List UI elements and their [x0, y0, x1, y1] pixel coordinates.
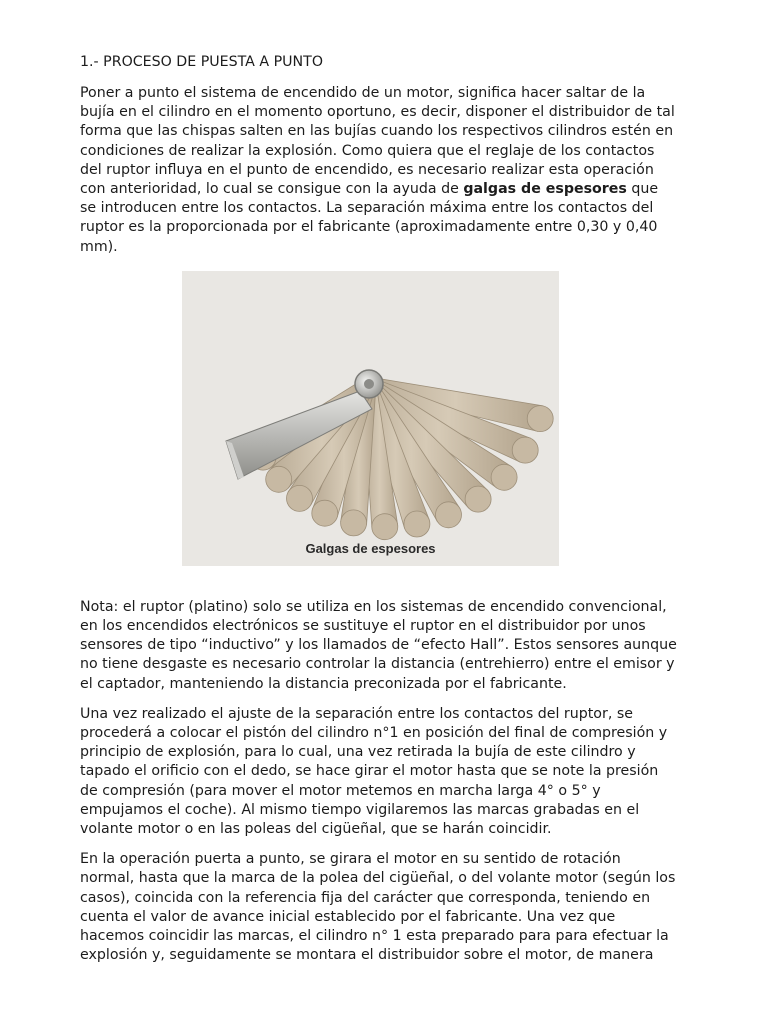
pivot-screw-center	[364, 379, 374, 389]
gauge-blade-tip	[287, 485, 313, 511]
gauge-blade-tip	[465, 486, 491, 512]
text-line: procederá a colocar el pistón del cilindro n°1 en posición del final de compresión y	[80, 725, 668, 742]
gauge-blade-tip	[372, 514, 398, 540]
text-segment: con anterioridad, lo cual se consigue con la ayuda de	[80, 181, 464, 198]
text-line: del ruptor influya en el punto de encendido, es necesario realizar esta operación	[80, 161, 654, 178]
text-line: empujamos el coche). Al mismo tiempo vigilaremos las marcas grabadas en el	[80, 801, 640, 818]
text-line: condiciones de realizar la explosión. Como quiera que el reglaje de los contactos	[80, 142, 655, 159]
text-line: bujía en el cilindro en el momento oportuno, es decir, disponer el distribuidor de tal	[80, 104, 675, 121]
gauge-blade-tip	[491, 464, 517, 490]
text-line: el captador, manteniendo la distancia preconizada por el fabricante.	[80, 675, 567, 692]
section-heading: 1.- PROCESO DE PUESTA A PUNTO	[80, 54, 323, 70]
paragraph-intro	[80, 84, 690, 257]
text-line: sensores de tipo “inductivo” y los llamados de “efecto Hall”. Estos sensores aunque	[80, 637, 677, 654]
text-segment: que	[626, 181, 659, 198]
feeler-gauge-illustration	[182, 271, 559, 566]
bold-term: galgas de espesores	[463, 181, 627, 198]
text-line: hacemos coincidir las marcas, el cilindro n° 1 esta preparado para para efectuar la	[80, 928, 669, 945]
text-line: Una vez realizado el ajuste de la separación entre los contactos del ruptor, se	[80, 705, 633, 722]
gauge-blade-tip	[512, 437, 538, 463]
text-line: en los encendidos electrónicos se sustituye el ruptor en el distribuidor por unos	[80, 618, 646, 635]
text-line	[80, 180, 690, 199]
text-line: normal, hasta que la marca de la polea del cigüeñal, o del volante motor (según los	[80, 870, 676, 887]
gauge-blade-tip	[527, 406, 553, 432]
gauge-blade-tip	[436, 502, 462, 528]
text-line: Nota: el ruptor (platino) solo se utiliza en los sistemas de encendido convencional,	[80, 598, 667, 615]
text-line: principio de explosión, para lo cual, una vez retirada la bujía de este cilindro y	[80, 744, 636, 761]
paragraph-adjustment	[80, 705, 690, 839]
text-line: En la operación puerta a punto, se girara el motor en su sentido de rotación	[80, 851, 621, 868]
gauge-blade-tip	[341, 510, 367, 536]
text-line: no tiene desgaste es necesario controlar la distancia (entrehierro) entre el emisor y	[80, 656, 675, 673]
text-line: forma que las chispas salten en las bujías cuando los respectivos cilindros estén en	[80, 123, 674, 140]
gauge-blade-tip	[312, 500, 338, 526]
text-line: casos), coincida con la referencia fija del carácter que corresponda, teniendo en	[80, 889, 651, 906]
text-line: ruptor es la proporcionada por el fabricante (aproximadamente entre 0,30 y 0,40	[80, 219, 658, 236]
text-line: volante motor o en las poleas del cigüeñal, que se harán coincidir.	[80, 821, 552, 838]
text-line: explosión y, seguidamente se montara el distribuidor sobre el motor, de manera	[80, 947, 654, 964]
gauge-blades	[250, 377, 553, 540]
feeler-gauge-figure	[182, 271, 559, 566]
text-line: Poner a punto el sistema de encendido de un motor, significa hacer saltar de la	[80, 85, 646, 101]
gauge-blade-tip	[266, 466, 292, 492]
text-line: cuenta el valor de avance inicial establecido por el fabricante. Una vez que	[80, 908, 616, 925]
text-line: de compresión (para mover el motor metemos en marcha larga 4° o 5° y	[80, 782, 601, 799]
text-line: se introducen entre los contactos. La separación máxima entre los contactos del	[80, 200, 654, 217]
paragraph-timing	[80, 850, 690, 965]
text-line: tapado el orificio con el dedo, se hace girar el motor hasta que se note la presión	[80, 763, 659, 780]
paragraph-note	[80, 598, 690, 694]
gauge-blade-tip	[404, 511, 430, 537]
figure-caption: Galgas de espesores	[305, 541, 436, 556]
text-line: mm).	[80, 238, 118, 255]
